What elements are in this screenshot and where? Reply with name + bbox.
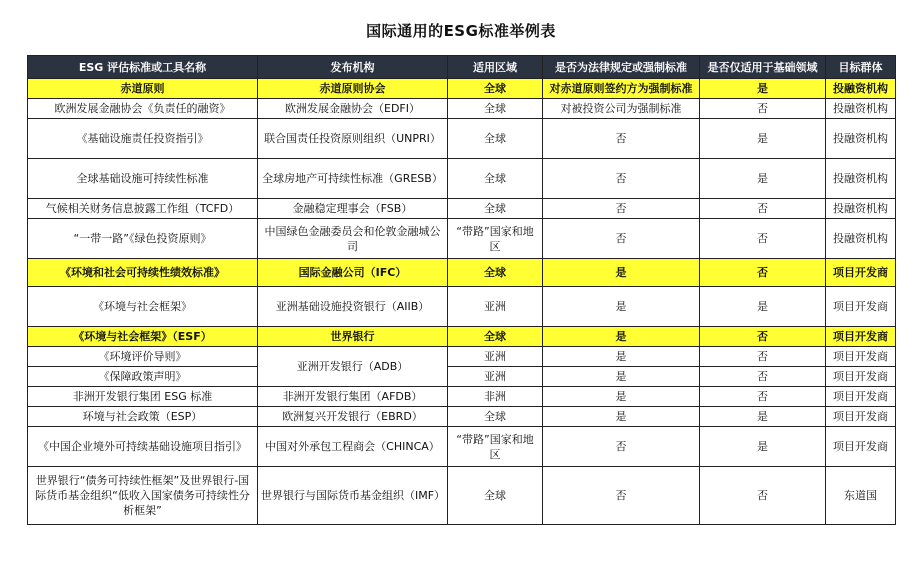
table-row — [28, 99, 896, 119]
table-row — [28, 159, 896, 199]
cell-name: “一带一路”《绿色投资原则》 — [28, 219, 258, 259]
cell-org: 国际金融公司（IFC） — [258, 259, 448, 287]
cell-target: 投融资机构 — [826, 219, 896, 259]
cell-name: 非洲开发银行集团 ESG 标准 — [28, 387, 258, 407]
table-row — [28, 427, 896, 467]
cell-mandatory: 否 — [543, 427, 700, 467]
cell-infra: 是 — [700, 79, 826, 99]
cell-mandatory: 是 — [543, 387, 700, 407]
cell-infra: 否 — [700, 387, 826, 407]
cell-org: 联合国责任投资原则组织（UNPRI） — [258, 119, 448, 159]
table-row — [28, 199, 896, 219]
cell-infra: 否 — [700, 467, 826, 525]
cell-target: 项目开发商 — [826, 287, 896, 327]
cell-region: 亚洲 — [448, 347, 543, 367]
cell-name: 环境与社会政策（ESP） — [28, 407, 258, 427]
header-region: 适用区域 — [448, 56, 543, 79]
cell-mandatory: 对赤道原则签约方为强制标准 — [543, 79, 700, 99]
cell-region: 亚洲 — [448, 287, 543, 327]
page-title: 国际通用的ESG标准举例表 — [366, 22, 556, 40]
cell-target: 项目开发商 — [826, 367, 896, 387]
cell-name: 欧洲发展金融协会《负责任的融资》 — [28, 99, 258, 119]
cell-infra: 否 — [700, 99, 826, 119]
cell-infra: 是 — [700, 159, 826, 199]
cell-org: 世界银行 — [258, 327, 448, 347]
table-row — [28, 407, 896, 427]
cell-target: 投融资机构 — [826, 79, 896, 99]
cell-name: 气候相关财务信息披露工作组（TCFD） — [28, 199, 258, 219]
table-row — [28, 347, 896, 367]
cell-mandatory: 是 — [543, 407, 700, 427]
cell-org: 非洲开发银行集团（AFDB） — [258, 387, 448, 407]
cell-name: 世界银行“债务可持续性框架”及世界银行-国际货币基金组织“低收入国家债务可持续性分析框架” — [28, 467, 258, 525]
cell-target: 项目开发商 — [826, 407, 896, 427]
cell-region: “带路”国家和地区 — [448, 427, 543, 467]
cell-region: 全球 — [448, 327, 543, 347]
cell-org: 欧洲发展金融协会（EDFI） — [258, 99, 448, 119]
cell-infra: 是 — [700, 407, 826, 427]
cell-mandatory: 否 — [543, 159, 700, 199]
cell-org: 中国绿色金融委员会和伦敦金融城公司 — [258, 219, 448, 259]
cell-mandatory: 是 — [543, 287, 700, 327]
header-mandatory: 是否为法律规定或强制标准 — [543, 56, 700, 79]
cell-name: 《基础设施责任投资指引》 — [28, 119, 258, 159]
esg-standards-table — [27, 55, 896, 525]
cell-target: 投融资机构 — [826, 99, 896, 119]
cell-org: 中国对外承包工程商会（CHINCA） — [258, 427, 448, 467]
cell-org: 金融稳定理事会（FSB） — [258, 199, 448, 219]
cell-region: 全球 — [448, 79, 543, 99]
table-row — [28, 367, 896, 387]
cell-target: 项目开发商 — [826, 347, 896, 367]
cell-target: 项目开发商 — [826, 327, 896, 347]
cell-infra: 是 — [700, 119, 826, 159]
cell-infra: 否 — [700, 367, 826, 387]
cell-region: 全球 — [448, 467, 543, 525]
cell-mandatory: 对被投资公司为强制标准 — [543, 99, 700, 119]
cell-infra: 否 — [700, 219, 826, 259]
cell-region: 全球 — [448, 199, 543, 219]
cell-org: 赤道原则协会 — [258, 79, 448, 99]
cell-mandatory: 否 — [543, 467, 700, 525]
cell-region: 亚洲 — [448, 367, 543, 387]
cell-region: 全球 — [448, 259, 543, 287]
cell-infra: 否 — [700, 327, 826, 347]
cell-region: “带路”国家和地区 — [448, 219, 543, 259]
table-header-row — [28, 56, 896, 79]
cell-mandatory: 否 — [543, 119, 700, 159]
cell-infra: 否 — [700, 347, 826, 367]
cell-mandatory: 是 — [543, 259, 700, 287]
cell-org: 欧洲复兴开发银行（EBRD） — [258, 407, 448, 427]
cell-mandatory: 否 — [543, 219, 700, 259]
cell-mandatory: 否 — [543, 199, 700, 219]
cell-org: 世界银行与国际货币基金组织（IMF） — [258, 467, 448, 525]
cell-infra: 否 — [700, 259, 826, 287]
cell-name: 《环境与社会框架》 — [28, 287, 258, 327]
cell-infra: 否 — [700, 199, 826, 219]
cell-infra: 是 — [700, 427, 826, 467]
cell-name: 《环境与社会框架》（ESF） — [28, 327, 258, 347]
table-row — [28, 259, 896, 287]
cell-region: 全球 — [448, 407, 543, 427]
cell-target: 项目开发商 — [826, 259, 896, 287]
cell-region: 非洲 — [448, 387, 543, 407]
cell-name: 全球基础设施可持续性标准 — [28, 159, 258, 199]
header-org: 发布机构 — [258, 56, 448, 79]
cell-name: 《保障政策声明》 — [28, 367, 258, 387]
cell-name: 赤道原则 — [28, 79, 258, 99]
cell-name: 《环境和社会可持续性绩效标准》 — [28, 259, 258, 287]
cell-infra: 是 — [700, 287, 826, 327]
cell-mandatory: 是 — [543, 367, 700, 387]
cell-region: 全球 — [448, 119, 543, 159]
cell-target: 投融资机构 — [826, 159, 896, 199]
cell-org: 亚洲开发银行（ADB） — [258, 347, 448, 387]
cell-target: 项目开发商 — [826, 387, 896, 407]
cell-target: 东道国 — [826, 467, 896, 525]
cell-name: 《中国企业境外可持续基础设施项目指引》 — [28, 427, 258, 467]
table-row — [28, 119, 896, 159]
header-target: 目标群体 — [826, 56, 896, 79]
table-row — [28, 467, 896, 525]
cell-mandatory: 是 — [543, 347, 700, 367]
cell-target: 投融资机构 — [826, 199, 896, 219]
cell-org: 亚洲基础设施投资银行（AIIB） — [258, 287, 448, 327]
header-infra-only: 是否仅适用于基础领域 — [700, 56, 826, 79]
table-row — [28, 79, 896, 99]
cell-region: 全球 — [448, 159, 543, 199]
cell-org: 全球房地产可持续性标准（GRESB） — [258, 159, 448, 199]
header-name: ESG 评估标准或工具名称 — [28, 56, 258, 79]
table-row — [28, 327, 896, 347]
cell-region: 全球 — [448, 99, 543, 119]
cell-name: 《环境评价导则》 — [28, 347, 258, 367]
cell-mandatory: 是 — [543, 327, 700, 347]
table-row — [28, 287, 896, 327]
table-row — [28, 387, 896, 407]
cell-target: 投融资机构 — [826, 119, 896, 159]
table-row — [28, 219, 896, 259]
cell-target: 项目开发商 — [826, 427, 896, 467]
